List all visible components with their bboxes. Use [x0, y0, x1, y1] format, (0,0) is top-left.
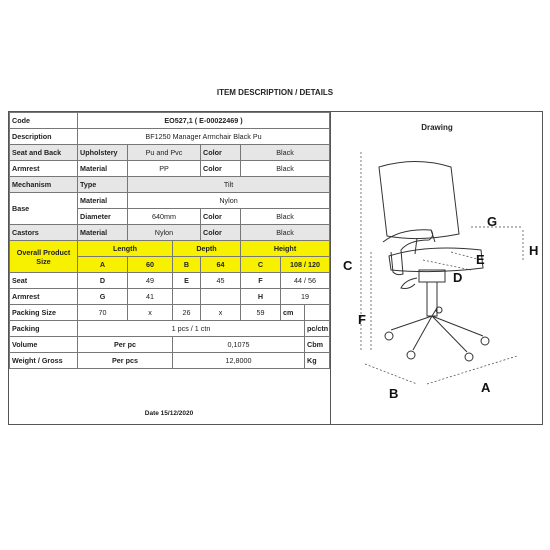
diameter-label: Diameter — [78, 209, 128, 225]
description-label: Description — [10, 129, 78, 145]
row-description — [10, 129, 330, 145]
times-sign: x — [128, 305, 173, 321]
dim-b: B — [173, 257, 201, 273]
dim-a: A — [78, 257, 128, 273]
value-c: 108 / 120 — [281, 257, 330, 273]
drawing-letter-g: G — [487, 214, 498, 229]
drawing-letter-b: B — [389, 386, 399, 401]
base-material: Nylon — [128, 193, 330, 209]
upholstery-color: Black — [241, 145, 330, 161]
armrest-color: Black — [241, 161, 330, 177]
date-label: Date 15/12/2020 — [144, 410, 194, 417]
base-label: Base — [10, 193, 78, 225]
packing-value: 1 pcs / 1 ctn — [78, 321, 305, 337]
value-e: 45 — [201, 273, 241, 289]
pack-dim-2: 26 — [173, 305, 201, 321]
castor — [465, 353, 473, 361]
unit-cbm: Cbm — [305, 337, 330, 353]
dim-g: G — [78, 289, 128, 305]
dim-line-d — [423, 260, 471, 270]
row-code — [10, 113, 330, 129]
seat-back-label: Seat and Back — [10, 145, 78, 161]
castor — [481, 337, 489, 345]
value-b: 64 — [201, 257, 241, 273]
castor — [407, 351, 415, 359]
drawing-letter-c: C — [343, 258, 353, 273]
overall-size-label: Overall Product Size — [10, 241, 78, 273]
row-armrest — [10, 161, 330, 177]
volume-label: Volume — [10, 337, 78, 353]
color-label: Color — [201, 161, 241, 177]
mechanism-label: Mechanism — [10, 177, 78, 193]
backrest — [379, 162, 459, 239]
packing-label: Packing — [10, 321, 78, 337]
per-pc-label: Per pc — [78, 337, 173, 353]
row-base-material — [10, 193, 330, 209]
row-mechanism — [10, 177, 330, 193]
spec-table — [9, 112, 330, 369]
row-seat-back — [10, 145, 330, 161]
row-overall-header — [10, 241, 330, 257]
armrest-label: Armrest — [10, 161, 78, 177]
row-packing — [10, 321, 330, 337]
color-label: Color — [201, 145, 241, 161]
armrest-material: PP — [128, 161, 201, 177]
value-g: 41 — [128, 289, 173, 305]
type-label: Type — [78, 177, 128, 193]
depth-label: Depth — [173, 241, 241, 257]
pack-dim-1: 70 — [78, 305, 128, 321]
unit-kg: Kg — [305, 353, 330, 369]
upholstery-value: Pu and Pvc — [128, 145, 201, 161]
weight-value: 12,8000 — [173, 353, 305, 369]
castors-color: Black — [241, 225, 330, 241]
description-value: BF1250 Manager Armchair Black Pu — [78, 129, 330, 145]
castors-label: Castors — [10, 225, 78, 241]
seat — [389, 248, 483, 272]
seat-label: Seat — [10, 273, 78, 289]
pack-dim-3: 59 — [241, 305, 281, 321]
value-h: 19 — [281, 289, 330, 305]
upholstery-label: Upholstery — [78, 145, 128, 161]
diameter-value: 640mm — [128, 209, 201, 225]
drawing-title: Drawing — [421, 123, 453, 132]
material-label: Material — [78, 161, 128, 177]
code-label: Code — [10, 113, 78, 129]
page-title: ITEM DESCRIPTION / DETAILS — [216, 88, 334, 97]
armrest-dims-label: Armrest — [10, 289, 78, 305]
drawing-letter-e: E — [476, 252, 485, 267]
color-label: Color — [201, 209, 241, 225]
dim-h: H — [241, 289, 281, 305]
color-label: Color — [201, 225, 241, 241]
volume-value: 0,1075 — [173, 337, 305, 353]
value-a: 60 — [128, 257, 173, 273]
drawing-letter-d: D — [453, 270, 463, 285]
drawing-panel — [330, 112, 543, 424]
castor — [385, 332, 393, 340]
material-label: Material — [78, 193, 128, 209]
drawing-letter-f: F — [358, 312, 366, 327]
row-seat — [10, 273, 330, 289]
code-value: EO527,1 ( E-00022469 ) — [78, 113, 330, 129]
backrest-support — [415, 238, 417, 254]
dim-d: D — [78, 273, 128, 289]
drawing-letter-h: H — [529, 243, 539, 258]
weight-label: Weight / Gross — [10, 353, 78, 369]
height-label: Height — [241, 241, 330, 257]
dim-line-b — [365, 364, 417, 384]
row-volume — [10, 337, 330, 353]
row-armrest-dims — [10, 289, 330, 305]
unit-pc-ctn: pc/ctn — [305, 321, 330, 337]
length-label: Length — [78, 241, 173, 257]
row-weight — [10, 353, 330, 369]
spec-sheet — [8, 111, 543, 425]
dim-e: E — [173, 273, 201, 289]
times-sign: x — [201, 305, 241, 321]
material-label: Material — [78, 225, 128, 241]
row-castors — [10, 225, 330, 241]
mechanism-type: Tilt — [128, 177, 330, 193]
base-color: Black — [241, 209, 330, 225]
drawing-letter-a: A — [481, 380, 491, 395]
row-packing-size — [10, 305, 330, 321]
per-pcs-label: Per pcs — [78, 353, 173, 369]
dim-f: F — [241, 273, 281, 289]
unit-cm: cm — [281, 305, 305, 321]
packing-size-label: Packing Size — [10, 305, 78, 321]
castors-material: Nylon — [128, 225, 201, 241]
value-d: 49 — [128, 273, 173, 289]
dim-c: C — [241, 257, 281, 273]
value-f: 44 / 56 — [281, 273, 330, 289]
chair-drawing — [331, 112, 543, 424]
